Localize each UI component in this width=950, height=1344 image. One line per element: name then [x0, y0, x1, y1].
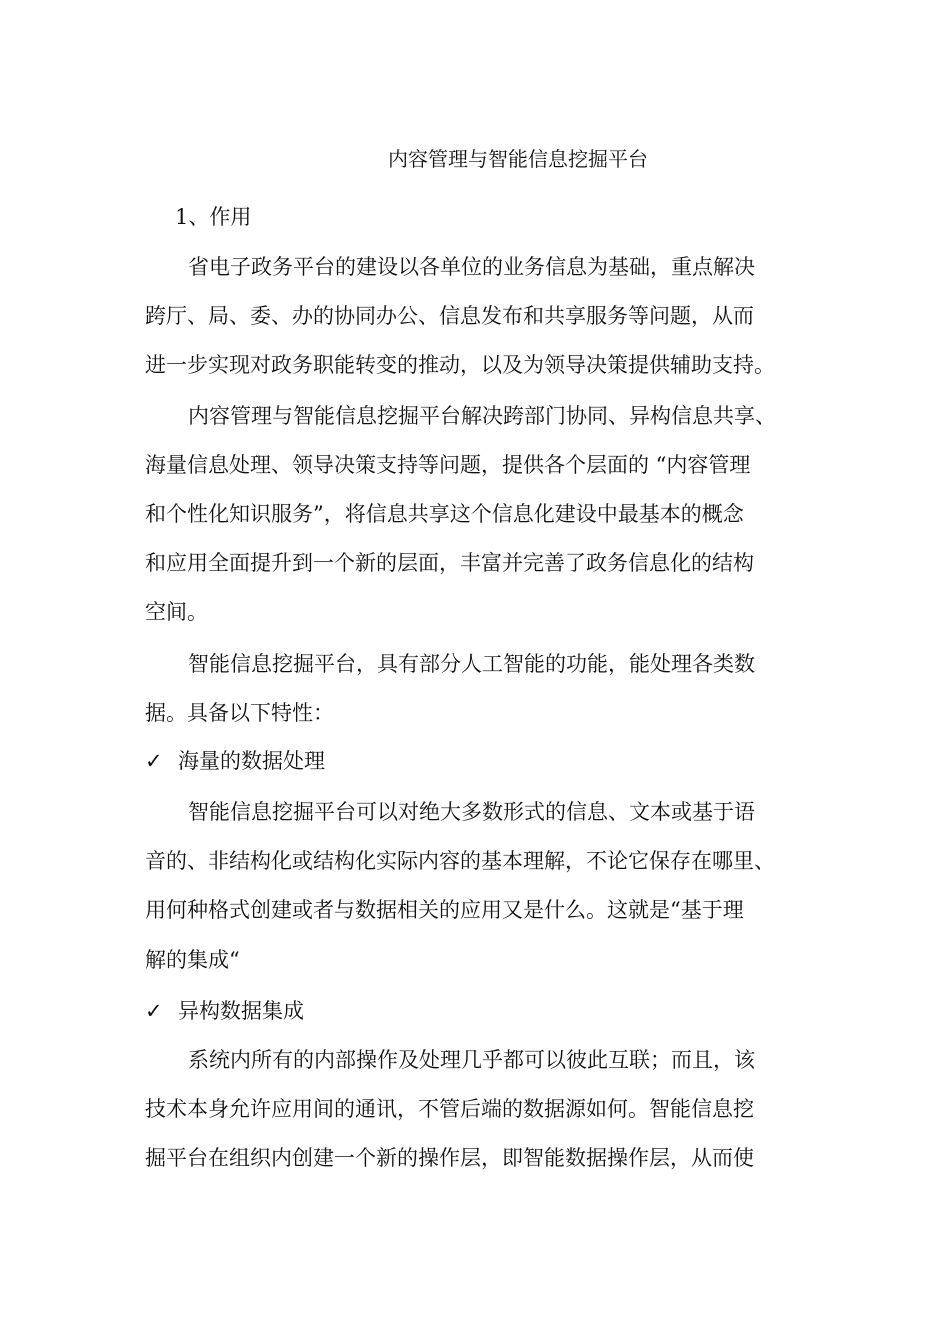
paragraph-line: 空间。: [145, 600, 208, 624]
bullet-item-text: 异构数据集成: [178, 999, 304, 1023]
paragraph-line: 智能信息挖掘平台可以对绝大多数形式的信息、文本或基于语: [188, 800, 755, 824]
document-title: 内容管理与智能信息挖掘平台: [388, 147, 648, 171]
paragraph-line: 系统内所有的内部操作及处理几乎都可以彼此互联；而且，该: [188, 1048, 755, 1072]
paragraph-line: 掘平台在组织内创建一个新的操作层，即智能数据操作层，从而使: [145, 1146, 754, 1170]
paragraph-line: 跨厅、局、委、办的协同办公、信息发布和共享服务等问题，从而: [145, 304, 754, 328]
paragraph-line: 进一步实现对政务职能转变的推动，以及为领导决策提供辅助支持。: [145, 353, 775, 377]
paragraph-line: 省电子政务平台的建设以各单位的业务信息为基础，重点解决: [188, 255, 755, 279]
paragraph-line: 技术本身允许应用间的通讯，不管后端的数据源如何。智能信息挖: [145, 1097, 754, 1121]
paragraph-line: 内容管理与智能信息挖掘平台解决跨部门协同、异构信息共享、: [188, 404, 776, 428]
paragraph-line: 海量信息处理、领导决策支持等问题，提供各个层面的 “内容管理: [145, 453, 751, 477]
paragraph-line: 用何种格式创建或者与数据相关的应用又是什么。这就是“基于理: [145, 898, 744, 922]
paragraph-line: 音的、非结构化或结构化实际内容的基本理解，不论它保存在哪里、: [145, 849, 775, 873]
checkmark-icon: ✓: [145, 999, 163, 1023]
paragraph-line: 解的集成“: [145, 948, 240, 972]
paragraph-line: 和应用全面提升到一个新的层面，丰富并完善了政务信息化的结构: [145, 551, 754, 575]
section-heading: 1、作用: [175, 205, 252, 229]
paragraph-line: 智能信息挖掘平台，具有部分人工智能的功能，能处理各类数: [188, 652, 755, 676]
paragraph-line: 和个性化知识服务”，将信息共享这个信息化建设中最基本的概念: [145, 502, 744, 526]
bullet-item-text: 海量的数据处理: [178, 749, 325, 773]
paragraph-line: 据。具备以下特性：: [145, 701, 334, 725]
checkmark-icon: ✓: [145, 749, 163, 773]
